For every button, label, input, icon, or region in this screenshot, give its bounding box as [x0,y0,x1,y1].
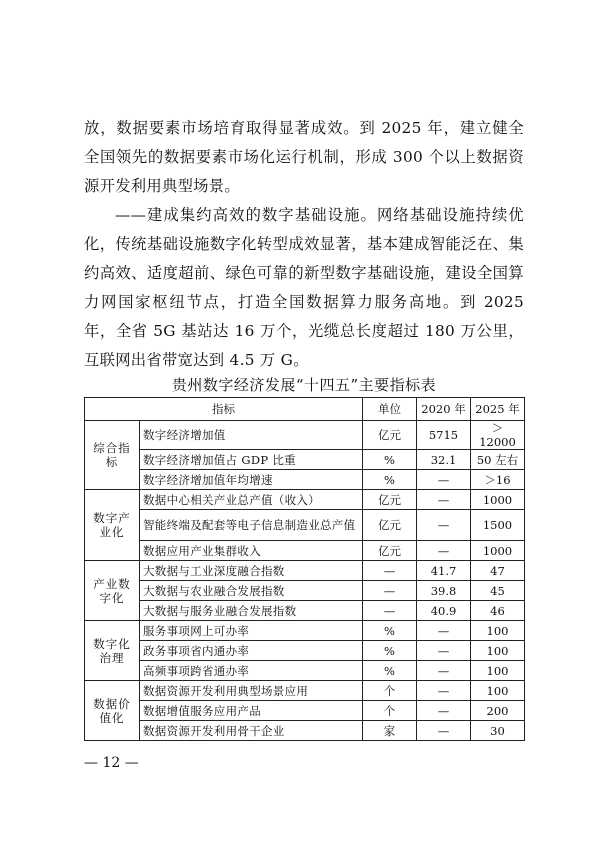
unit-cell: % [363,621,417,641]
table-row [85,721,525,741]
indicator-cell: 数字经济增加值 [140,421,363,450]
indicator-cell: 数据资源开发利用骨干企业 [140,721,363,741]
value-2025-cell: 1500 [471,510,525,541]
value-2025-cell: 50 左右 [471,450,525,470]
value-2020-cell: 41.7 [417,561,471,581]
value-2025-cell: 100 [471,641,525,661]
value-2025-cell: ＞12000 [471,421,525,450]
body-paragraph-2: ——建成集约高效的数字基础设施。网络基础设施持续优化，传统基础设施数字化转型成效显著，基本建成智能泛在、集约高效、适度超前、绿色可靠的新型数字基础设施，建设全国算力网国家枢纽节点，打造全国数据算力服务高地。到 2025 年，全省 5G 基站达 16 万个，光缆总长度超过 180 万公里，互联网出省带宽达到 4.5 万 G。 [84,206,524,369]
value-2025-cell: 1000 [471,490,525,510]
table-row [85,701,525,721]
table-row [85,681,525,701]
value-2025-cell: 100 [471,621,525,641]
value-2020-cell: 32.1 [417,450,471,470]
indicator-cell: 数字经济增加值年均增速 [140,470,363,490]
value-2025-cell: 46 [471,601,525,621]
value-2020-cell: — [417,701,471,721]
header-unit: 单位 [363,398,417,421]
unit-cell: — [363,601,417,621]
indicator-cell: 政务事项省内通办率 [140,641,363,661]
value-2020-cell: 39.8 [417,581,471,601]
group-label: 数据价值化 [85,681,140,741]
value-2025-cell: 45 [471,581,525,601]
indicator-cell: 智能终端及配套等电子信息制造业总产值 [140,510,363,541]
group-label: 数字产业化 [85,490,140,561]
value-2020-cell: — [417,541,471,561]
unit-cell: 亿元 [363,510,417,541]
value-2020-cell: — [417,661,471,681]
unit-cell: — [363,561,417,581]
unit-cell: 亿元 [363,490,417,510]
indicator-cell: 数据应用产业集群收入 [140,541,363,561]
value-2025-cell: 100 [471,661,525,681]
table-row [85,490,525,510]
value-2020-cell: — [417,681,471,701]
unit-cell: 个 [363,701,417,721]
group-label: 数字化治理 [85,621,140,681]
value-2020-cell: 5715 [417,421,471,450]
indicator-cell: 大数据与服务业融合发展指数 [140,601,363,621]
unit-cell: % [363,661,417,681]
header-indicator: 指标 [85,398,363,421]
table-title: 贵州数字经济发展“十四五”主要指标表 [171,376,437,394]
indicator-cell: 高频事项跨省通办率 [140,661,363,681]
unit-cell: % [363,470,417,490]
value-2025-cell: 100 [471,681,525,701]
value-2020-cell: — [417,470,471,490]
indicator-cell: 大数据与农业融合发展指数 [140,581,363,601]
value-2025-cell: ＞16 [471,470,525,490]
unit-cell: 亿元 [363,541,417,561]
indicator-cell: 大数据与工业深度融合指数 [140,561,363,581]
indicator-cell: 数据中心相关产业总产值（收入） [140,490,363,510]
indicator-cell: 数字经济增加值占 GDP 比重 [140,450,363,470]
value-2025-cell: 30 [471,721,525,741]
unit-cell: 个 [363,681,417,701]
table-row [85,421,525,450]
group-label: 产业数字化 [85,561,140,621]
table-row [85,470,525,490]
indicator-cell: 数据增值服务应用产品 [140,701,363,721]
table-row [85,661,525,681]
unit-cell: 家 [363,721,417,741]
body-paragraph-1: 放，数据要素市场培育取得显著成效。到 2025 年，建立健全全国领先的数据要素市场化运行机制，形成 300 个以上数据资源开发利用典型场景。 [84,119,524,195]
table-row [85,581,525,601]
value-2025-cell: 200 [471,701,525,721]
value-2020-cell: — [417,721,471,741]
table-row [85,641,525,661]
table-row [85,621,525,641]
value-2020-cell: — [417,490,471,510]
table-row [85,450,525,470]
group-label: 综合指标 [85,421,140,490]
unit-cell: 亿元 [363,421,417,450]
header-2020: 2020 年 [417,398,471,421]
table-row [85,601,525,621]
table-row [85,510,525,541]
table-row [85,541,525,561]
value-2025-cell: 1000 [471,541,525,561]
indicator-table [84,397,525,741]
unit-cell: % [363,641,417,661]
value-2020-cell: 40.9 [417,601,471,621]
header-2025: 2025 年 [471,398,525,421]
unit-cell: % [363,450,417,470]
indicator-cell: 服务事项网上可办率 [140,621,363,641]
table-header-row [85,398,525,421]
value-2020-cell: — [417,621,471,641]
value-2020-cell: — [417,510,471,541]
indicator-cell: 数据资源开发利用典型场景应用 [140,681,363,701]
value-2020-cell: — [417,641,471,661]
unit-cell: — [363,581,417,601]
value-2025-cell: 47 [471,561,525,581]
page-number: — 12 — [84,755,139,771]
table-row [85,561,525,581]
